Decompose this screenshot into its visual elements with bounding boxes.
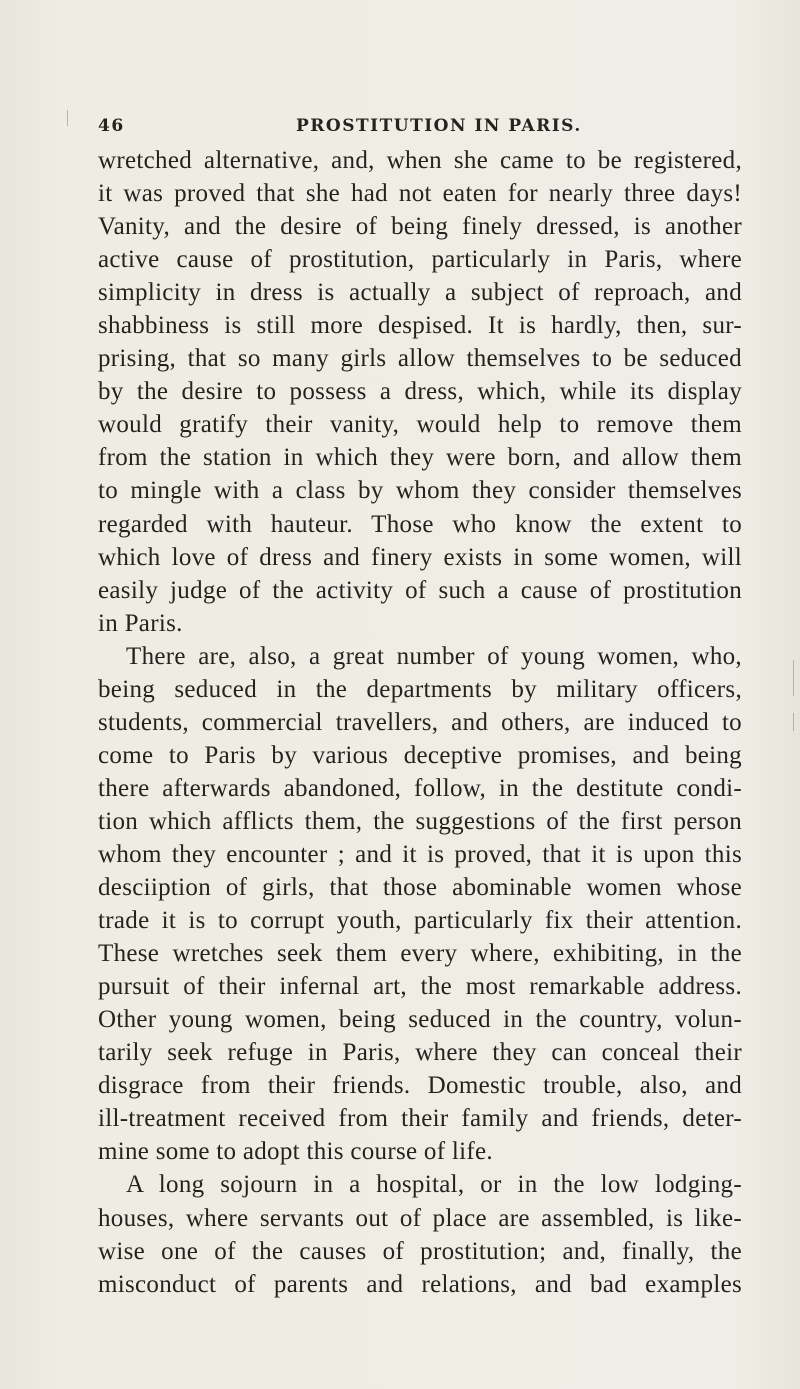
text-line: which love of dress and finery exists in some women, will bbox=[98, 543, 742, 571]
text-line: to mingle with a class by whom they consider themselves bbox=[98, 477, 742, 505]
text-line: students, commercial travellers, and others, are induced to bbox=[98, 708, 742, 736]
text-line: being seduced in the departments by military officers, bbox=[98, 675, 742, 703]
text-line: desciiption of girls, that those abominable women whose bbox=[98, 874, 742, 902]
text-line: tarily seek refuge in Paris, where they can conceal their bbox=[98, 1039, 742, 1067]
running-head: PROSTITUTION IN PARIS. bbox=[296, 116, 582, 136]
paragraph-end-line: in Paris. bbox=[98, 609, 183, 637]
text-line: disgrace from their friends. Domestic trouble, also, and bbox=[98, 1072, 742, 1100]
text-line: regarded with hauteur. Those who know the extent to bbox=[98, 510, 742, 538]
text-line: Other young women, being seduced in the country, volun- bbox=[98, 1006, 742, 1034]
text-line: it was proved that she had not eaten for nearly three days! bbox=[98, 180, 742, 208]
paragraph-end-line: mine some to adopt this course of life. bbox=[98, 1138, 493, 1166]
text-line: easily judge of the activity of such a cause of prostitution bbox=[98, 576, 742, 604]
text-line: wise one of the causes of prostitution; and, finally, the bbox=[98, 1237, 742, 1265]
left-edge-mark bbox=[67, 110, 68, 126]
text-line: simplicity in dress is actually a subject of reproach, and bbox=[98, 279, 742, 307]
text-line: houses, where servants out of place are assembled, is like- bbox=[98, 1204, 742, 1232]
paragraph-first-line: A long sojourn in a hospital, or in the low lodging- bbox=[126, 1171, 742, 1199]
paragraph-first-line: There are, also, a great number of young women, who, bbox=[126, 642, 742, 670]
right-edge-mark-upper bbox=[793, 660, 794, 696]
page-header bbox=[98, 116, 738, 140]
text-line: would gratify their vanity, would help to remove them bbox=[98, 411, 742, 439]
text-line: trade it is to corrupt youth, particularly fix their attention. bbox=[98, 907, 742, 935]
text-line: whom they encounter ; and it is proved, that it is upon this bbox=[98, 840, 742, 868]
text-line: misconduct of parents and relations, and bad examples bbox=[98, 1270, 742, 1298]
page-number: 46 bbox=[98, 116, 125, 136]
text-line: active cause of prostitution, particularly in Paris, where bbox=[98, 246, 742, 274]
text-line: prising, that so many girls allow themselves to be seduced bbox=[98, 345, 742, 373]
right-edge-mark-lower bbox=[793, 713, 794, 731]
text-line: from the station in which they were born, and allow them bbox=[98, 444, 742, 472]
text-line: by the desire to possess a dress, which, while its display bbox=[98, 378, 742, 406]
body-text bbox=[98, 144, 742, 1301]
text-line: come to Paris by various deceptive promises, and being bbox=[98, 741, 742, 769]
text-line: ill-treatment received from their family and friends, deter- bbox=[98, 1105, 742, 1133]
text-line: These wretches seek them every where, exhibiting, in the bbox=[98, 940, 742, 968]
text-line: tion which afflicts them, the suggestions of the first person bbox=[98, 807, 742, 835]
text-line: there afterwards abandoned, follow, in the destitute condi- bbox=[98, 774, 742, 802]
text-line: pursuit of their infernal art, the most remarkable address. bbox=[98, 973, 742, 1001]
text-line: wretched alternative, and, when she came to be registered, bbox=[98, 147, 742, 174]
text-line: shabbiness is still more despised. It is hardly, then, sur- bbox=[98, 312, 742, 340]
text-line: Vanity, and the desire of being finely dressed, is another bbox=[98, 213, 742, 241]
